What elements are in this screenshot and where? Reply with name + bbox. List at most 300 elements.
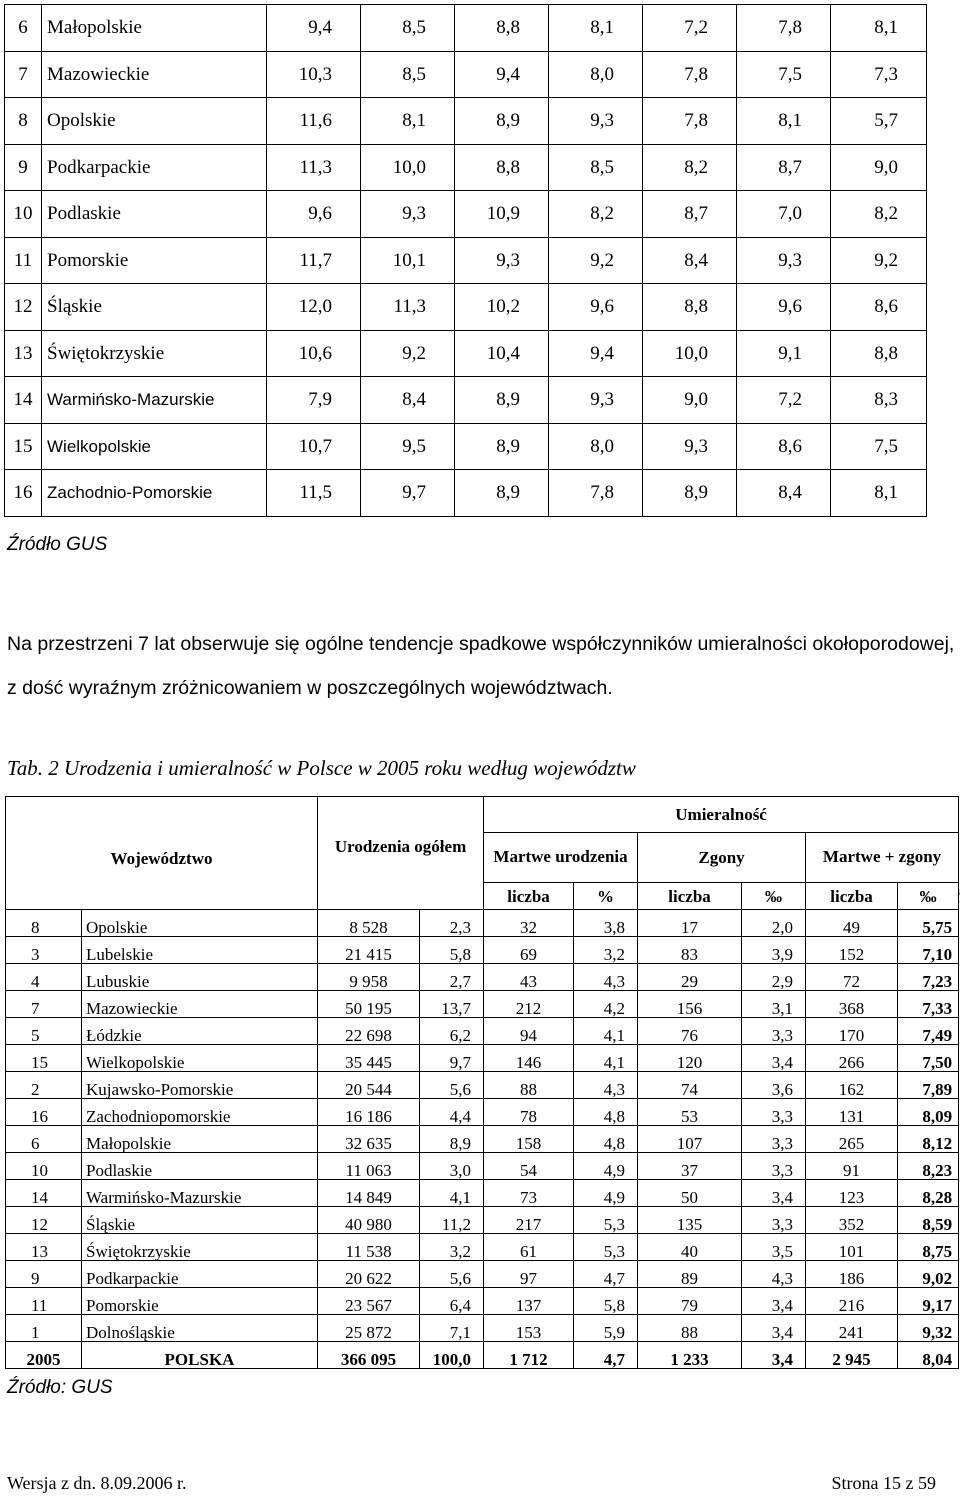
voivodeship-name: POLSKA (82, 1342, 318, 1369)
value-cell: 216 (806, 1288, 898, 1315)
value-cell: 8,2 (831, 191, 927, 238)
value-cell: 10,0 (643, 330, 737, 377)
voivodeship-name: Łódzkie (82, 1018, 318, 1045)
voivodeship-name: Podkarpackie (42, 144, 267, 191)
table1-row (5, 144, 927, 191)
value-cell: 123 (806, 1180, 898, 1207)
value-cell: 88 (484, 1072, 574, 1099)
subheader-cell: % (574, 883, 638, 910)
value-cell: 11 063 (318, 1153, 420, 1180)
table1-row (5, 51, 927, 98)
value-cell: 8,09 (898, 1099, 959, 1126)
value-cell: 3,3 (742, 1126, 806, 1153)
header-urodzenia: Urodzenia ogółem (318, 797, 484, 910)
header-martwe: Martwe urodzenia (484, 833, 638, 883)
voivodeship-name: Opolskie (42, 98, 267, 145)
value-cell: 23 567 (318, 1288, 420, 1315)
value-cell: 8,59 (898, 1207, 959, 1234)
value-cell: 74 (638, 1072, 742, 1099)
value-cell: 158 (484, 1126, 574, 1153)
row-number: 14 (5, 377, 42, 424)
value-cell: 3,0 (420, 1153, 484, 1180)
row-number: 9 (6, 1261, 82, 1288)
voivodeship-name: Lubuskie (82, 964, 318, 991)
value-cell: 20 544 (318, 1072, 420, 1099)
voivodeship-name: Mazowieckie (42, 51, 267, 98)
value-cell: 9,6 (737, 284, 831, 331)
row-number: 16 (6, 1099, 82, 1126)
value-cell: 212 (484, 991, 574, 1018)
value-cell: 22 698 (318, 1018, 420, 1045)
value-cell: 10,9 (455, 191, 549, 238)
value-cell: 10,4 (455, 330, 549, 377)
value-cell: 3,3 (742, 1153, 806, 1180)
value-cell: 6,4 (420, 1288, 484, 1315)
table2-row (6, 1180, 959, 1207)
value-cell: 4,3 (574, 1072, 638, 1099)
row-number: 3 (6, 937, 82, 964)
voivodeship-name: Pomorskie (82, 1288, 318, 1315)
table1-row (5, 5, 927, 52)
value-cell: 11 538 (318, 1234, 420, 1261)
value-cell: 8,9 (455, 98, 549, 145)
value-cell: 7,49 (898, 1018, 959, 1045)
value-cell: 69 (484, 937, 574, 964)
value-cell: 5,3 (574, 1234, 638, 1261)
row-number: 7 (5, 51, 42, 98)
voivodeship-name: Śląskie (82, 1207, 318, 1234)
value-cell: 3,4 (742, 1342, 806, 1369)
value-cell: 21 415 (318, 937, 420, 964)
table2-row (6, 937, 959, 964)
row-number: 15 (6, 1045, 82, 1072)
value-cell: 131 (806, 1099, 898, 1126)
value-cell: 266 (806, 1045, 898, 1072)
value-cell: 25 872 (318, 1315, 420, 1342)
value-cell: 8,5 (549, 144, 643, 191)
value-cell: 8,8 (831, 330, 927, 377)
value-cell: 7,50 (898, 1045, 959, 1072)
value-cell: 5,3 (574, 1207, 638, 1234)
value-cell: 4,8 (574, 1126, 638, 1153)
value-cell: 9,3 (549, 98, 643, 145)
table2-row (6, 991, 959, 1018)
value-cell: 5,8 (420, 937, 484, 964)
table1-row (5, 191, 927, 238)
footer-page: Strona 15 z 59 (831, 1473, 936, 1493)
value-cell: 11,5 (267, 470, 361, 517)
value-cell: 153 (484, 1315, 574, 1342)
value-cell: 9,3 (737, 237, 831, 284)
value-cell: 2,0 (742, 910, 806, 937)
value-cell: 3,3 (742, 1099, 806, 1126)
value-cell: 9,3 (455, 237, 549, 284)
value-cell: 20 622 (318, 1261, 420, 1288)
value-cell: 89 (638, 1261, 742, 1288)
value-cell: 8,1 (737, 98, 831, 145)
value-cell: 162 (806, 1072, 898, 1099)
value-cell: 9,2 (361, 330, 455, 377)
voivodeship-name: Podkarpackie (82, 1261, 318, 1288)
value-cell: 7,8 (643, 51, 737, 98)
value-cell: 10,3 (267, 51, 361, 98)
value-cell: 265 (806, 1126, 898, 1153)
value-cell: 107 (638, 1126, 742, 1153)
value-cell: 3,9 (742, 937, 806, 964)
row-number: 2005 (6, 1342, 82, 1369)
value-cell: 9,4 (549, 330, 643, 377)
subheader-cell: liczba (484, 883, 574, 910)
value-cell: 11,6 (267, 98, 361, 145)
value-cell: 32 635 (318, 1126, 420, 1153)
value-cell: 7,2 (643, 5, 737, 52)
value-cell: 61 (484, 1234, 574, 1261)
value-cell: 2,3 (420, 910, 484, 937)
value-cell: 8,23 (898, 1153, 959, 1180)
value-cell: 50 (638, 1180, 742, 1207)
value-cell: 6,2 (420, 1018, 484, 1045)
value-cell: 2 945 (806, 1342, 898, 1369)
value-cell: 170 (806, 1018, 898, 1045)
table2-total-row (6, 1342, 959, 1369)
voivodeship-name: Kujawsko-Pomorskie (82, 1072, 318, 1099)
value-cell: 4,1 (574, 1018, 638, 1045)
value-cell: 7,1 (420, 1315, 484, 1342)
value-cell: 11,7 (267, 237, 361, 284)
value-cell: 8,1 (549, 5, 643, 52)
table1-row (5, 470, 927, 517)
table2-row (6, 1153, 959, 1180)
table1-row (5, 284, 927, 331)
row-number: 13 (6, 1234, 82, 1261)
header-zgony: Zgony (638, 833, 806, 883)
subheader-cell: ‰ (742, 883, 806, 910)
value-cell: 366 095 (318, 1342, 420, 1369)
value-cell: 13,7 (420, 991, 484, 1018)
value-cell: 3,4 (742, 1180, 806, 1207)
row-number: 12 (6, 1207, 82, 1234)
row-number: 13 (5, 330, 42, 377)
row-number: 8 (6, 910, 82, 937)
value-cell: 4,7 (574, 1342, 638, 1369)
voivodeship-name: Warmińsko-Mazurskie (42, 377, 267, 424)
row-number: 6 (6, 1126, 82, 1153)
value-cell: 17 (638, 910, 742, 937)
value-cell: 9,7 (361, 470, 455, 517)
value-cell: 146 (484, 1045, 574, 1072)
value-cell: 4,4 (420, 1099, 484, 1126)
value-cell: 8,6 (737, 423, 831, 470)
value-cell: 9,6 (267, 191, 361, 238)
value-cell: 8 528 (318, 910, 420, 937)
header-umieralnosc: Umieralność (484, 797, 959, 833)
value-cell: 7,5 (831, 423, 927, 470)
value-cell: 135 (638, 1207, 742, 1234)
value-cell: 9,17 (898, 1288, 959, 1315)
footer-version: Wersja z dn. 8.09.2006 r. (7, 1473, 187, 1493)
value-cell: 3,3 (742, 1207, 806, 1234)
table2-row (6, 964, 959, 991)
value-cell: 10,0 (361, 144, 455, 191)
row-number: 1 (6, 1315, 82, 1342)
voivodeship-name: Wielkopolskie (82, 1045, 318, 1072)
table1-row (5, 98, 927, 145)
value-cell: 8,9 (455, 377, 549, 424)
value-cell: 79 (638, 1288, 742, 1315)
value-cell: 8,0 (549, 51, 643, 98)
value-cell: 3,1 (742, 991, 806, 1018)
value-cell: 29 (638, 964, 742, 991)
table2-row (6, 1234, 959, 1261)
value-cell: 7,33 (898, 991, 959, 1018)
voivodeship-name: Małopolskie (82, 1126, 318, 1153)
value-cell: 10,2 (455, 284, 549, 331)
value-cell: 241 (806, 1315, 898, 1342)
value-cell: 3,2 (420, 1234, 484, 1261)
row-number: 2 (6, 1072, 82, 1099)
value-cell: 101 (806, 1234, 898, 1261)
value-cell: 7,8 (549, 470, 643, 517)
table2-row (6, 1126, 959, 1153)
value-cell: 3,2 (574, 937, 638, 964)
value-cell: 120 (638, 1045, 742, 1072)
value-cell: 9,4 (267, 5, 361, 52)
row-number: 10 (6, 1153, 82, 1180)
value-cell: 5,6 (420, 1072, 484, 1099)
value-cell: 8,1 (831, 470, 927, 517)
value-cell: 5,9 (574, 1315, 638, 1342)
value-cell: 9 958 (318, 964, 420, 991)
value-cell: 8,4 (361, 377, 455, 424)
value-cell: 9,1 (737, 330, 831, 377)
value-cell: 156 (638, 991, 742, 1018)
voivodeship-name: Pomorskie (42, 237, 267, 284)
value-cell: 217 (484, 1207, 574, 1234)
table1-row (5, 423, 927, 470)
row-number: 7 (6, 991, 82, 1018)
value-cell: 3,8 (574, 910, 638, 937)
value-cell: 2,9 (742, 964, 806, 991)
value-cell: 14 849 (318, 1180, 420, 1207)
value-cell: 1 233 (638, 1342, 742, 1369)
table2-row (6, 910, 959, 937)
value-cell: 10,7 (267, 423, 361, 470)
value-cell: 8,28 (898, 1180, 959, 1207)
table2-row (6, 1288, 959, 1315)
value-cell: 54 (484, 1153, 574, 1180)
value-cell: 8,7 (737, 144, 831, 191)
header-wojewodztwo: Województwo (6, 797, 318, 910)
value-cell: 9,3 (643, 423, 737, 470)
value-cell: 9,3 (361, 191, 455, 238)
value-cell: 8,12 (898, 1126, 959, 1153)
table2-source: Źródło: GUS (7, 1377, 113, 1398)
value-cell: 9,0 (643, 377, 737, 424)
header-martwe-zgony: Martwe + zgony (806, 833, 959, 883)
voivodeship-name: Świętokrzyskie (42, 330, 267, 377)
value-cell: 53 (638, 1099, 742, 1126)
value-cell: 7,8 (643, 98, 737, 145)
value-cell: 8,5 (361, 51, 455, 98)
value-cell: 8,2 (643, 144, 737, 191)
value-cell: 5,8 (574, 1288, 638, 1315)
table2-row (6, 1261, 959, 1288)
value-cell: 76 (638, 1018, 742, 1045)
value-cell: 7,89 (898, 1072, 959, 1099)
value-cell: 7,9 (267, 377, 361, 424)
value-cell: 12,0 (267, 284, 361, 331)
value-cell: 16 186 (318, 1099, 420, 1126)
value-cell: 8,1 (361, 98, 455, 145)
value-cell: 4,3 (742, 1261, 806, 1288)
voivodeship-name: Lubelskie (82, 937, 318, 964)
value-cell: 9,0 (831, 144, 927, 191)
value-cell: 352 (806, 1207, 898, 1234)
value-cell: 8,8 (455, 144, 549, 191)
table2-row (6, 1099, 959, 1126)
value-cell: 7,10 (898, 937, 959, 964)
row-number: 5 (6, 1018, 82, 1045)
value-cell: 8,9 (643, 470, 737, 517)
value-cell: 8,3 (831, 377, 927, 424)
value-cell: 8,8 (643, 284, 737, 331)
value-cell: 7,0 (737, 191, 831, 238)
value-cell: 4,8 (574, 1099, 638, 1126)
value-cell: 91 (806, 1153, 898, 1180)
value-cell: 88 (638, 1315, 742, 1342)
mortality-table-1 (4, 4, 927, 517)
body-paragraph: Na przestrzeni 7 lat obserwuje się ogólne tendencje spadkowe współczynników umieralności okołoporodowej, z dość wyraźnym zróżnicowaniem w poszczególnych województwach. (7, 633, 955, 699)
value-cell: 7,2 (737, 377, 831, 424)
value-cell: 5,75 (898, 910, 959, 937)
value-cell: 50 195 (318, 991, 420, 1018)
value-cell: 11,3 (361, 284, 455, 331)
value-cell: 4,2 (574, 991, 638, 1018)
table1-row (5, 237, 927, 284)
value-cell: 3,4 (742, 1315, 806, 1342)
row-number: 12 (5, 284, 42, 331)
value-cell: 7,8 (737, 5, 831, 52)
voivodeship-name: Mazowieckie (82, 991, 318, 1018)
value-cell: 11,2 (420, 1207, 484, 1234)
value-cell: 72 (806, 964, 898, 991)
table1-row (5, 330, 927, 377)
row-number: 11 (6, 1288, 82, 1315)
table1-source: Źródło GUS (7, 534, 108, 555)
value-cell: 9,02 (898, 1261, 959, 1288)
value-cell: 152 (806, 937, 898, 964)
table2-row (6, 1072, 959, 1099)
value-cell: 368 (806, 991, 898, 1018)
value-cell: 97 (484, 1261, 574, 1288)
table1-row (5, 377, 927, 424)
value-cell: 40 980 (318, 1207, 420, 1234)
table2-row (6, 1315, 959, 1342)
row-number: 9 (5, 144, 42, 191)
voivodeship-name: Wielkopolskie (42, 423, 267, 470)
value-cell: 37 (638, 1153, 742, 1180)
value-cell: 8,75 (898, 1234, 959, 1261)
value-cell: 73 (484, 1180, 574, 1207)
row-number: 16 (5, 470, 42, 517)
value-cell: 9,3 (549, 377, 643, 424)
value-cell: 49 (806, 910, 898, 937)
value-cell: 43 (484, 964, 574, 991)
table2-caption: Tab. 2 Urodzenia i umieralność w Polsce w 2005 roku według województw (7, 756, 636, 780)
value-cell: 1 712 (484, 1342, 574, 1369)
row-number: 11 (5, 237, 42, 284)
value-cell: 9,5 (361, 423, 455, 470)
value-cell: 4,7 (574, 1261, 638, 1288)
voivodeship-name: Dolnośląskie (82, 1315, 318, 1342)
voivodeship-name: Świętokrzyskie (82, 1234, 318, 1261)
value-cell: 9,6 (549, 284, 643, 331)
value-cell: 9,7 (420, 1045, 484, 1072)
value-cell: 137 (484, 1288, 574, 1315)
births-mortality-table (5, 796, 959, 1369)
subheader-cell: ‰ (898, 883, 959, 910)
voivodeship-name: Zachodnio-Pomorskie (42, 470, 267, 517)
value-cell: 2,7 (420, 964, 484, 991)
voivodeship-name: Warmińsko-Mazurskie (82, 1180, 318, 1207)
row-number: 10 (5, 191, 42, 238)
value-cell: 8,9 (455, 423, 549, 470)
voivodeship-name: Małopolskie (42, 5, 267, 52)
subheader-cell: liczba (806, 883, 898, 910)
row-number: 15 (5, 423, 42, 470)
table2-row (6, 1045, 959, 1072)
voivodeship-name: Zachodniopomorskie (82, 1099, 318, 1126)
voivodeship-name: Opolskie (82, 910, 318, 937)
table2-row (6, 1018, 959, 1045)
value-cell: 4,3 (574, 964, 638, 991)
value-cell: 10,1 (361, 237, 455, 284)
row-number: 14 (6, 1180, 82, 1207)
value-cell: 9,4 (455, 51, 549, 98)
value-cell: 35 445 (318, 1045, 420, 1072)
value-cell: 40 (638, 1234, 742, 1261)
value-cell: 9,2 (831, 237, 927, 284)
value-cell: 8,8 (455, 5, 549, 52)
value-cell: 8,4 (737, 470, 831, 517)
value-cell: 8,6 (831, 284, 927, 331)
voivodeship-name: Podlaskie (42, 191, 267, 238)
table2-row (6, 1207, 959, 1234)
value-cell: 4,1 (574, 1045, 638, 1072)
value-cell: 8,7 (643, 191, 737, 238)
value-cell: 3,5 (742, 1234, 806, 1261)
value-cell: 8,5 (361, 5, 455, 52)
value-cell: 100,0 (420, 1342, 484, 1369)
value-cell: 8,0 (549, 423, 643, 470)
value-cell: 8,04 (898, 1342, 959, 1369)
value-cell: 7,3 (831, 51, 927, 98)
value-cell: 4,9 (574, 1153, 638, 1180)
value-cell: 3,4 (742, 1045, 806, 1072)
subheader-cell: liczba (638, 883, 742, 910)
value-cell: 78 (484, 1099, 574, 1126)
value-cell: 3,6 (742, 1072, 806, 1099)
value-cell: 8,2 (549, 191, 643, 238)
value-cell: 8,1 (831, 5, 927, 52)
row-number: 6 (5, 5, 42, 52)
value-cell: 8,9 (455, 470, 549, 517)
value-cell: 83 (638, 937, 742, 964)
value-cell: 5,6 (420, 1261, 484, 1288)
value-cell: 186 (806, 1261, 898, 1288)
value-cell: 32 (484, 910, 574, 937)
value-cell: 4,9 (574, 1180, 638, 1207)
